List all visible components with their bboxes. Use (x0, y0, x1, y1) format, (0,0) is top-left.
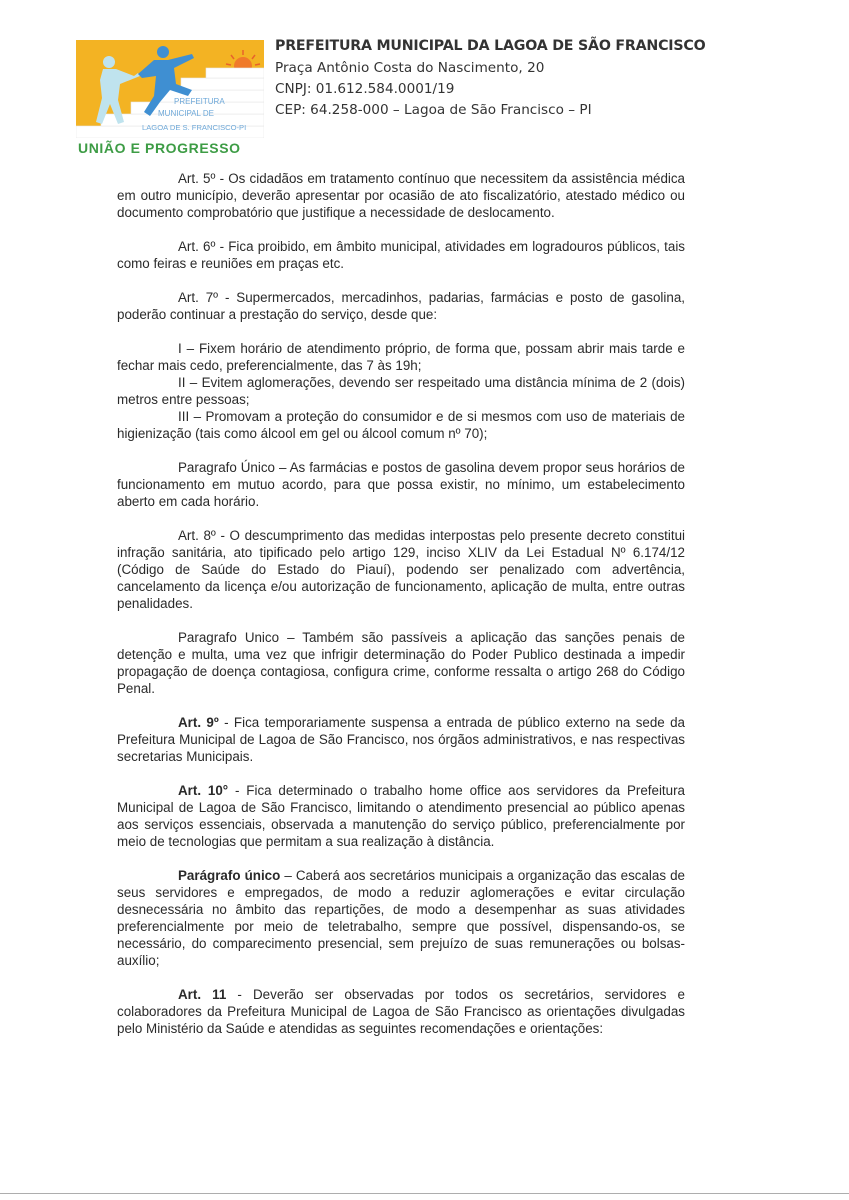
scan-edge-line (0, 1193, 849, 1194)
article-10 (117, 782, 685, 850)
document-body (117, 170, 685, 1037)
article-text: - Deverão ser observadas por todos os secretários, servidores e colaboradores da Prefeitura Municipal de Lagoa de São Francisco as orientações divulgadas pelo Ministério da Saúde e atendidas as seguintes recomendações e orientações: (117, 987, 685, 1036)
article-text: - Os cidadãos em tratamento contínuo que necessitem da assistência médica em outro município, deverão apresentar por ocasião de ato fiscalizatório, atestado médico ou documento comprobatório que justifique a necessidade de deslocamento. (117, 171, 686, 220)
logo-artwork (76, 40, 264, 138)
logo-illustration (76, 40, 264, 138)
article-7 (117, 289, 685, 323)
institution-address: Praça Antônio Costa do Nascimento, 20 (275, 60, 545, 76)
paragraph-label: Paragrafo Único (178, 460, 275, 475)
municipal-logo (76, 40, 264, 158)
article-7-sole-paragraph (117, 459, 685, 510)
article-label: Art. 10° (178, 783, 229, 798)
article-label: Art. 11 (178, 987, 227, 1002)
logo-text-line1: PREFEITURA (174, 97, 225, 106)
article-9 (117, 714, 685, 765)
article-10-sole-paragraph (117, 867, 685, 969)
item-text: – Promovam a proteção do consumidor e de si mesmos com uso de materiais de higienização (tais como álcool em gel ou álcool comum nº 70); (117, 409, 685, 441)
item-text: – Evitem aglomerações, devendo ser respeitado uma distância mínima de 2 (dois) metros entre pessoas; (117, 375, 685, 407)
logo-text-line2: MUNICIPAL DE (158, 109, 215, 118)
article-11 (117, 986, 685, 1037)
paragraph-label: Parágrafo único (178, 868, 281, 883)
letterhead-info (275, 38, 705, 121)
article-text: - O descumprimento das medidas interpostas pelo presente decreto constitui infração sanitária, ato tipificado pelo artigo 129, inciso XLIV da Lei Estadual Nº 6.174/12 (Código de Saúde do Estado do Piauí), podendo ser penalizado com advertência, cancelamento da licença e/ou autorização de funcionamento, aplicação de multa, entre outras penalidades. (117, 528, 685, 611)
logo-text-line3: LAGOA DE S. FRANCISCO-PI (142, 123, 247, 132)
article-8 (117, 527, 685, 612)
institution-cep: CEP: 64.258-000 – Lagoa de São Francisco – PI (275, 102, 592, 118)
paragraph-text: – Caberá aos secretários municipais a organização das escalas de seus servidores e empregados, de modo a reduzir aglomerações e evitar circulação desnecessária no âmbito das repartições, de modo a desempenhar as suas atividades preferencialmente por meio de teletrabalho, sempre que possível, dispensando-os, se necessário, do comparecimento presencial, sem prejuízo de suas remunerações ou bolsas-auxílio; (117, 868, 685, 968)
article-label: Art. 6º (178, 239, 216, 254)
article-label: Art. 7º (178, 290, 219, 305)
article-label: Art. 9º (178, 715, 219, 730)
paragraph-text: – Também são passíveis a aplicação das sanções penais de detenção e multa, uma vez que infrigir determinação do Poder Publico destinada a impedir propagação de doença contagiosa, configura crime, conforme ressalta o artigo 268 do Código Penal. (117, 630, 685, 696)
item-label: II (178, 375, 186, 390)
article-label: Art. 5º (178, 171, 216, 186)
logo-motto: UNIÃO E PROGRESSO (78, 140, 241, 156)
article-5 (117, 170, 685, 221)
institution-cnpj: CNPJ: 01.612.584.0001/19 (275, 81, 455, 97)
article-text: - Fica temporariamente suspensa a entrada de público externo na sede da Prefeitura Municipal de Lagoa de São Francisco, nos órgãos administrativos, e nas respectivas secretarias Municipais. (117, 715, 686, 764)
article-text: - Fica determinado o trabalho home office aos servidores da Prefeitura Municipal de Lagoa de São Francisco, limitando o atendimento presencial ao público apenas aos serviços essenciais, observada a manutenção do serviço público, preferencialmente por meio de tecnologias que permitam a sua realização à distância. (117, 783, 685, 849)
item-label: I (178, 341, 182, 356)
item-text: – Fixem horário de atendimento próprio, de forma que, possam abrir mais tarde e fechar mais cedo, preferencialmente, das 7 às 19h; (117, 341, 685, 373)
article-7-item-i (117, 340, 685, 374)
article-text: - Fica proibido, em âmbito municipal, atividades em logradouros públicos, tais como feiras e reuniões em praças etc. (117, 239, 686, 271)
article-text: - Supermercados, mercadinhos, padarias, farmácias e posto de gasolina, poderão continuar a prestação do serviço, desde que: (117, 290, 685, 322)
paragraph-label: Paragrafo Unico (178, 630, 280, 645)
article-6 (117, 238, 685, 272)
paragraph-text: – As farmácias e postos de gasolina devem propor seus horários de funcionamento em mutuo acordo, para que possa existir, no mínimo, um estabelecimento aberto em cada horário. (117, 460, 685, 509)
item-label: III (178, 409, 190, 424)
article-7-item-iii (117, 408, 685, 442)
article-label: Art. 8º (178, 528, 216, 543)
institution-title: PREFEITURA MUNICIPAL DA LAGOA DE SÃO FRANCISCO (275, 38, 706, 54)
article-7-item-ii (117, 374, 685, 408)
article-8-sole-paragraph (117, 629, 685, 697)
